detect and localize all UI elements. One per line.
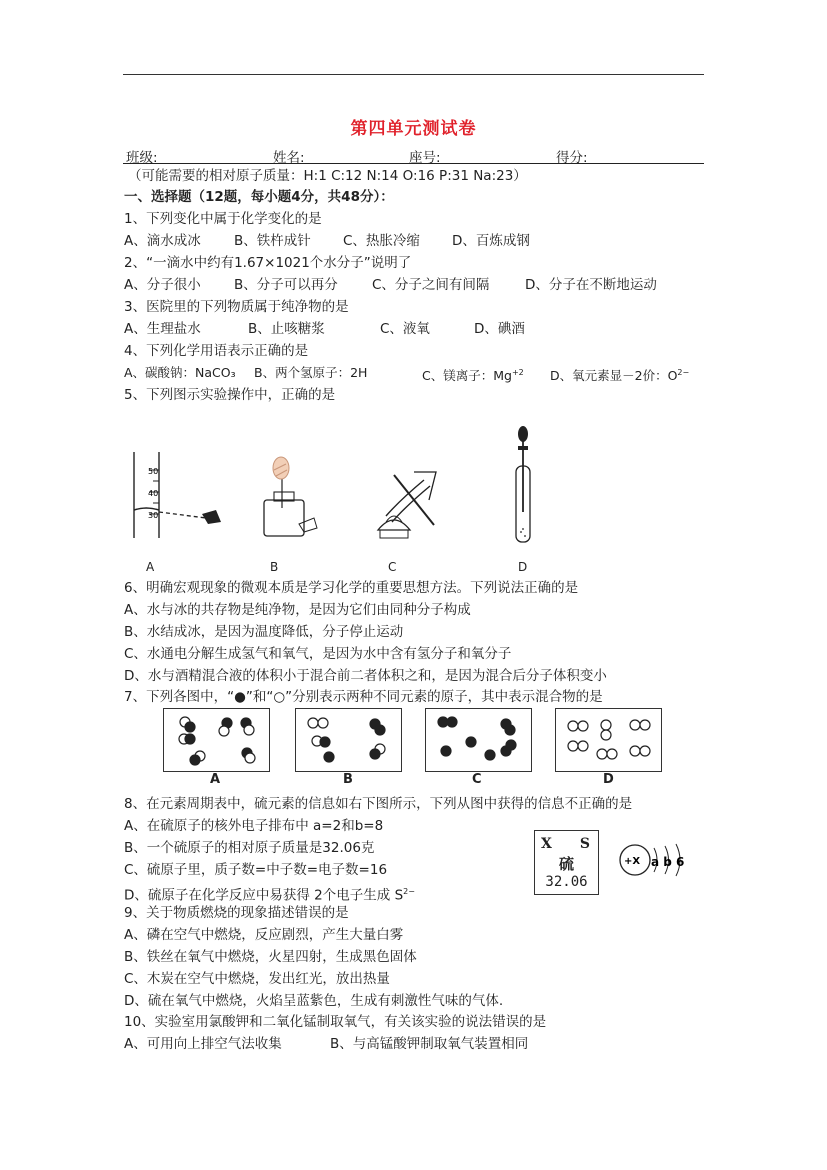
seat-label: 座号: xyxy=(409,150,441,166)
q6-option-a: A、水与冰的共存物是纯净物，是因为它们由同种分子构成 xyxy=(124,602,471,618)
q3-option-c: C、液氧 xyxy=(380,321,430,337)
q10-option-a: A、可用向上排空气法收集 xyxy=(124,1036,282,1052)
q8-option-a: A、在硫原子的核外电子排布中 a=2和b=8 xyxy=(124,818,384,834)
q7-label-c: C xyxy=(472,772,482,787)
q9-option-d: D、硫在氧气中燃烧，火焰呈蓝紫色，生成有刺激性气味的气体. xyxy=(124,993,504,1009)
page-title: 第四单元测试卷 xyxy=(350,119,477,139)
q2-option-a: A、分子很小 xyxy=(124,277,201,293)
tick-label-40: 40 xyxy=(148,489,159,498)
element-card-symbol: S xyxy=(579,836,590,852)
q3-option-d: D、碘酒 xyxy=(474,321,525,337)
q8-stem: 8、在元素周期表中，硫元素的信息如右下图所示，下列从图中获得的信息不正确的是 xyxy=(124,796,633,812)
q9-stem: 9、关于物质燃烧的现象描述错误的是 xyxy=(124,905,349,921)
q8-option-c: C、硫原子里，质子数=中子数=电子数=16 xyxy=(124,862,388,878)
q2-option-b: B、分子可以再分 xyxy=(234,277,338,293)
dropper-test-tube-icon xyxy=(516,426,530,542)
q9-option-a: A、磷在空气中燃烧，反应剧烈，产生大量白雾 xyxy=(124,927,404,943)
class-label: 班级: xyxy=(126,150,158,166)
top-rule xyxy=(123,74,704,75)
q10-stem: 10、实验室用氯酸钾和二氧化锰制取氧气，有关该实验的说法错误的是 xyxy=(124,1014,547,1030)
molecule-box-c xyxy=(425,708,532,772)
q2-option-c: C、分子之间有间隔 xyxy=(372,277,490,293)
q1-option-b: B、铁杵成针 xyxy=(234,233,311,249)
q7-stem: 7、下列各图中，“●”和“○”分别表示两种不同元素的原子，其中表示混合物的是 xyxy=(124,689,603,705)
reagent-bottle-icon xyxy=(264,457,317,536)
student-info-row xyxy=(126,146,704,164)
atom-structure-diagram xyxy=(618,842,688,882)
q4-option-a: A、碳酸钠：NaCO₃ xyxy=(124,365,236,380)
q4-stem: 4、下列化学用语表示正确的是 xyxy=(124,343,309,359)
q4-option-d-sup: 2− xyxy=(677,368,690,377)
molecule-diagram-a xyxy=(164,709,269,771)
q3-stem: 3、医院里的下列物质属于纯净物的是 xyxy=(124,299,349,315)
q3-option-b: B、止咳糖浆 xyxy=(248,321,325,337)
element-card-name: 硫 xyxy=(558,855,574,873)
atomic-masses: （可能需要的相对原子质量：H:1 C:12 N:14 O:16 P:31 Na:23） xyxy=(128,168,527,184)
tick-label-30: 30 xyxy=(148,511,159,520)
section-heading: 一、选择题（12题，每小题4分，共48分）： xyxy=(124,189,394,205)
q5-stem: 5、下列图示实验操作中，正确的是 xyxy=(124,387,336,403)
score-label: 得分: xyxy=(556,150,588,166)
atom-nucleus-label: +X xyxy=(624,856,641,867)
q8-option-d xyxy=(124,883,415,905)
q1-option-d: D、百炼成钢 xyxy=(452,233,530,249)
element-card-mass: 32.06 xyxy=(545,874,588,890)
q8-option-b: B、一个硫原子的相对原子质量是32.06克 xyxy=(124,840,375,856)
lab-operations-figure xyxy=(124,420,564,560)
q8-option-d-text: D、硫原子在化学反应中易获得 2个电子生成 S xyxy=(124,887,404,904)
element-card-x: X xyxy=(541,836,552,852)
q5-label-a: A xyxy=(146,560,155,574)
q4-option-b: B、两个氢原子：2H xyxy=(254,365,368,380)
q1-option-a: A、滴水成冰 xyxy=(124,233,201,249)
element-card-sulfur xyxy=(534,830,599,895)
q6-stem: 6、明确宏观现象的微观本质是学习化学的重要思想方法。下列说法正确的是 xyxy=(124,580,579,596)
q4-option-d xyxy=(550,364,689,385)
q4-option-c-sup: +2 xyxy=(511,368,524,377)
info-rule xyxy=(123,163,704,164)
q3-option-a: A、生理盐水 xyxy=(124,321,201,337)
name-label: 姓名: xyxy=(273,150,305,166)
q2-option-d: D、分子在不断地运动 xyxy=(525,277,657,293)
q4-option-d-text: D、氧元素显－2价：O xyxy=(550,368,678,384)
q6-option-d: D、水与酒精混合液的体积小于混合前二者体积之和，是因为混合后分子体积变小 xyxy=(124,668,607,684)
tick-label-50: 50 xyxy=(148,467,159,476)
q6-option-c: C、水通电分解生成氢气和氧气，是因为水中含有氢分子和氧分子 xyxy=(124,646,512,662)
q7-label-b: B xyxy=(343,772,353,787)
q1-option-c: C、热胀冷缩 xyxy=(343,233,420,249)
q4-option-c xyxy=(422,364,524,385)
q9-option-b: B、铁丝在氧气中燃烧，火星四射，生成黑色固体 xyxy=(124,949,417,965)
q9-option-c: C、木炭在空气中燃烧，发出红光，放出热量 xyxy=(124,971,390,987)
heating-test-tube-icon xyxy=(378,472,436,538)
q5-label-d: D xyxy=(518,560,528,574)
q1-stem: 1、下列变化中属于化学变化的是 xyxy=(124,211,322,227)
q2-stem: 2、“一滴水中约有1.67×1021个水分子”说明了 xyxy=(124,255,412,271)
q5-label-b: B xyxy=(270,560,279,574)
atom-shells-label: a b 6 xyxy=(651,855,685,869)
q7-label-d: D xyxy=(603,772,614,787)
molecule-box-a xyxy=(163,708,270,772)
q5-label-c: C xyxy=(388,560,397,574)
q7-label-a: A xyxy=(210,772,221,787)
molecule-box-d xyxy=(555,708,662,772)
molecule-box-b xyxy=(295,708,402,772)
q4-option-c-text: C、镁离子：Mg xyxy=(422,368,512,384)
q10-option-b: B、与高锰酸钾制取氧气装置相同 xyxy=(330,1036,529,1052)
molecule-diagram-b xyxy=(296,709,401,771)
molecule-diagram-d xyxy=(556,709,661,771)
q6-option-b: B、水结成冰，是因为温度降低，分子停止运动 xyxy=(124,624,404,640)
q8-option-d-sup: 2− xyxy=(403,887,415,896)
molecule-diagram-c xyxy=(426,709,531,771)
